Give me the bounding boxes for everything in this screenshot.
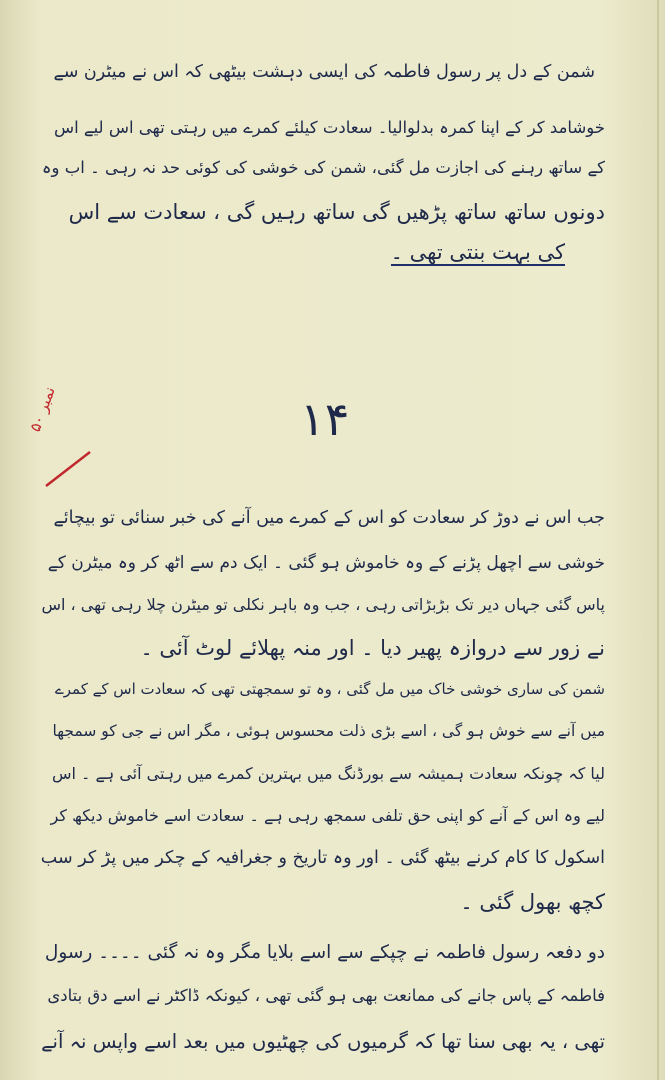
text-line: کے ساتھ رہنے کی اجازت مل گئی، شمن کی خوشی کی کوئی حد نہ رہی ۔ اب وہ xyxy=(41,158,605,177)
text-line: کی بہت بنتی تھی ۔ xyxy=(390,240,565,264)
text-line: لیے وہ اس کے آنے کو اپنی حق تلفی سمجھ رہی ہے ۔ سعادت اسے خاموش دیکھ کر xyxy=(50,806,605,825)
text-line: تھی ، یہ بھی سنا تھا کہ گرمیوں کی چھٹیوں میں بعد اسے واپس نہ آنے xyxy=(41,1030,605,1053)
text-line: اسکول کا کام کرنے بیٹھ گئی ۔ اور وہ تاریخ و جغرافیہ کے چکر میں پڑ کر سب xyxy=(40,848,605,868)
text-line: شمن کی ساری خوشی خاک میں مل گئی ، وہ تو سمجھتی تھی کہ سعادت اس کے کمرے xyxy=(54,680,605,698)
chapter-number: ۱۴ xyxy=(300,392,350,446)
margin-note: نمبر ۵۰ xyxy=(26,384,59,435)
text-line: فاطمہ کے پاس جانے کی ممانعت بھی ہو گئی تھی ، کیونکہ ڈاکٹر نے اسے دق بتادی xyxy=(47,986,605,1005)
red-pen-mark xyxy=(44,448,94,488)
text-line: دونوں ساتھ ساتھ پڑھیں گی ساتھ رہیں گی ، سعادت سے اس xyxy=(68,200,605,224)
page-edge-line xyxy=(657,0,659,1080)
text-line: لیا کہ چونکہ سعادت ہمیشہ سے بورڈنگ میں بہترین کمرے میں رہتی آئی ہے ۔ اس xyxy=(51,764,605,783)
text-line: خوشامد کر کے اپنا کمرہ بدلوالیا۔ سعادت کیلئے کمرے میں رہتی تھی اس لیے اس xyxy=(53,118,605,137)
text-line: دو دفعہ رسول فاطمہ نے چپکے سے اسے بلایا مگر وہ نہ گئی ۔۔۔۔ رسول xyxy=(44,942,605,963)
text-line: نے زور سے دروازہ پھیر دیا ۔ اور منہ پھلائے لوٹ آئی ۔ xyxy=(140,636,605,660)
text-line: پاس گئی جہاں دیر تک بڑبڑاتی رہی ، جب وہ باہر نکلی تو میٹرن چلا رہی تھی ، اس xyxy=(41,595,605,614)
text-line: شمن کے دل پر رسول فاطمہ کی ایسی دہشت بیٹھی کہ اس نے میٹرن سے xyxy=(53,62,595,82)
text-line: جب اس نے دوڑ کر سعادت کو اس کے کمرے میں آنے کی خبر سنائی تو بیچائے xyxy=(53,508,605,528)
text-line: میں آنے سے خوش ہو گی ، اسے بڑی ذلت محسوس ہوئی ، مگر اس نے جی کو سمجھا xyxy=(52,722,605,740)
text-line: خوشی سے اچھل پڑنے کے وہ خاموش ہو گئی ۔ ایک دم سے اٹھ کر وہ میٹرن کے xyxy=(47,553,605,573)
text-line: کچھ بھول گئی ۔ xyxy=(460,890,605,914)
